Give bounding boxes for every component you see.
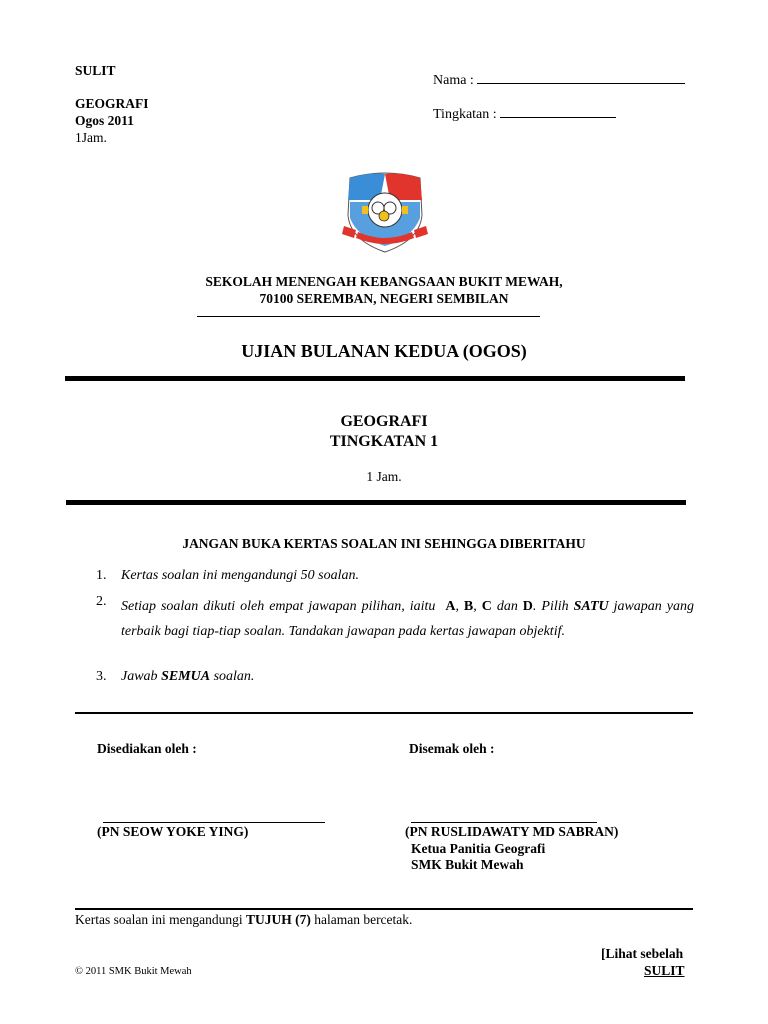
school-crest-logo <box>340 170 430 255</box>
instruction-text: Setiap soalan dikuti oleh empat jawapan pilihan, iaitu A, B, C dan D. Pilih SATU jawapan yang terbaik bagi tiap-tiap soalan. Tandakan jawapan pada kertas jawapan objektif. <box>121 599 694 639</box>
instruction-text <box>121 669 694 685</box>
instructions-heading: JANGAN BUKA KERTAS SOALAN INI SEHINGGA DIBERITAHU <box>182 536 586 551</box>
footer-divider <box>75 908 693 910</box>
option-c: C <box>481 599 492 614</box>
header-date: Ogos 2011 <box>75 113 134 128</box>
checked-by-label: Disemak oleh : <box>409 741 495 756</box>
see-next-page: [Lihat sebelah <box>601 946 684 961</box>
instruction-text-part: dan <box>496 599 518 614</box>
preparer-signature-line <box>103 822 325 823</box>
header-duration: 1Jam. <box>75 130 107 145</box>
page-count-note <box>75 912 412 928</box>
instructions-divider <box>75 712 693 714</box>
instructions-list <box>96 568 694 688</box>
checker-title-2: SMK Bukit Mewah <box>411 857 524 872</box>
checker-name: (PN RUSLIDAWATY MD SABRAN) <box>405 824 619 839</box>
exam-duration: 1 Jam. <box>366 469 402 484</box>
name-blank[interactable] <box>477 70 685 84</box>
option-d: D <box>522 599 533 614</box>
checker-signature-line <box>411 822 597 823</box>
instruction-num: 1. <box>96 568 107 583</box>
exam-form: TINGKATAN 1 <box>329 433 439 450</box>
instruction-text-part: . Pilih <box>532 599 569 614</box>
instruction-text-part: Jawab <box>121 669 158 684</box>
title-divider-top <box>65 376 685 381</box>
name-field[interactable] <box>433 70 685 89</box>
form-label: Tingkatan : <box>433 107 497 122</box>
instruction-text-part: jawapan yang terbaik bagi tiap-tiap soalan. Tandakan jawapan pada kertas jawapan objektif. <box>121 599 694 639</box>
instruction-num: 2. <box>96 594 107 609</box>
school-name-line1: SEKOLAH MENENGAH KEBANGSAAN BUKIT MEWAH, <box>205 274 563 289</box>
instruction-num: 3. <box>96 669 107 684</box>
title-divider-bottom <box>66 500 686 505</box>
form-blank[interactable] <box>500 104 616 118</box>
option-a: A <box>445 599 456 614</box>
instruction-text: Kertas soalan ini mengandungi 50 soalan. <box>121 568 360 583</box>
school-underline <box>197 316 540 317</box>
page-count-text: Kertas soalan ini mengandungi <box>75 912 243 927</box>
form-field[interactable] <box>433 104 616 123</box>
classification-top: SULIT <box>75 63 116 78</box>
school-name <box>0 273 768 307</box>
name-label: Nama : <box>433 73 474 88</box>
preparer-name: (PN SEOW YOKE YING) <box>97 824 249 839</box>
instruction-text-part: Setiap soalan dikuti oleh empat jawapan pilihan, iaitu <box>121 599 436 614</box>
school-address-line2: 70100 SEREMBAN, NEGERI SEMBILAN <box>259 291 509 306</box>
exam-title: UJIAN BULANAN KEDUA (OGOS) <box>241 341 527 361</box>
emphasis-satu: SATU <box>573 599 609 614</box>
checker-title-1: Ketua Panitia Geografi <box>411 841 546 856</box>
page-count-text: halaman bercetak. <box>314 912 413 927</box>
page-count-emphasis: TUJUH (7) <box>245 912 311 927</box>
copyright: © 2011 SMK Bukit Mewah <box>75 966 192 977</box>
prepared-by-label: Disediakan oleh : <box>97 741 197 756</box>
exam-subject: GEOGRAFI <box>340 413 428 430</box>
header-left <box>75 62 149 146</box>
option-b: B <box>463 599 474 614</box>
classification-bottom: SULIT <box>644 963 685 978</box>
emphasis-semua: SEMUA <box>161 669 211 684</box>
instruction-text-part: soalan. <box>213 669 255 684</box>
header-subject: GEOGRAFI <box>75 96 149 111</box>
